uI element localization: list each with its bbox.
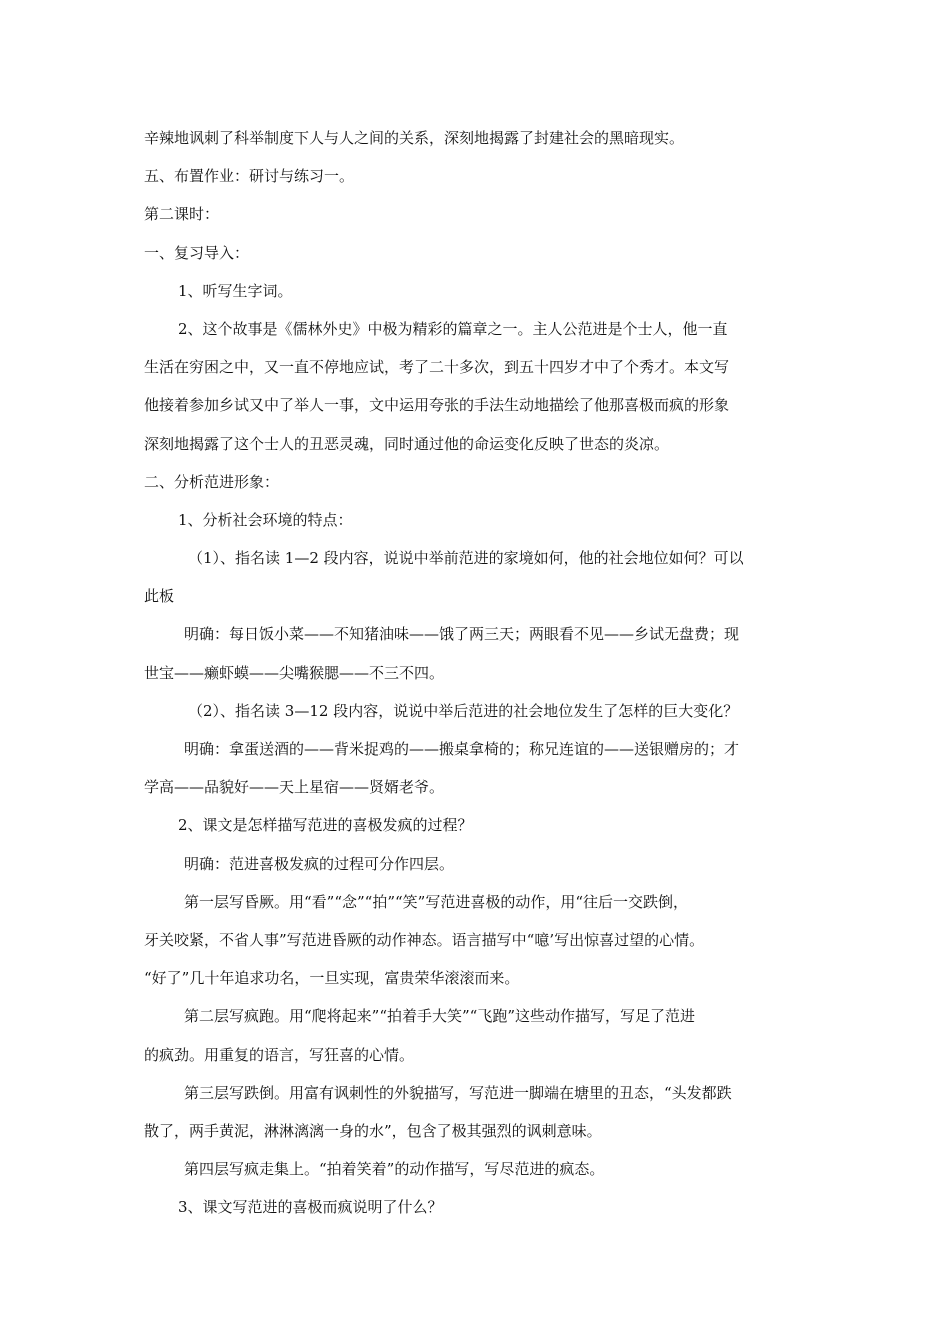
text-line: 生活在穷困之中，又一直不停地应试，考了二十多次，到五十四岁才中了个秀才。本文写 [144,358,730,377]
text-line: 明确：范进喜极发疯的过程可分作四层。 [184,854,455,873]
text-line: 1、听写生字词。 [178,281,293,300]
text-line: 他接着参加乡试又中了举人一事，文中运用夸张的手法生动地描绘了他那喜极而疯的形象 [144,396,730,415]
text-line: 学高——品貌好——天上星宿——贤婿老爷。 [144,778,445,797]
text-line: 深刻地揭露了这个士人的丑恶灵魂，同时通过他的命运变化反映了世态的炎凉。 [144,434,670,453]
text-line: 第四层写疯走集上。“拍着笑着”的动作描写，写尽范进的疯态。 [184,1160,605,1179]
text-line: 五、布置作业：研讨与练习一。 [144,167,355,186]
text-line: 明确：每日饭小菜——不知猪油味——饿了两三天；两眼看不见——乡试无盘费；现 [184,625,740,644]
text-line: 此板 [144,587,175,606]
text-line: 2、课文是怎样描写范进的喜极发疯的过程？ [178,816,473,835]
text-line: 散了，两手黄泥，淋淋漓漓一身的水”，包含了极其强烈的讽刺意味。 [144,1121,602,1140]
text-line: 辛辣地讽刺了科举制度下人与人之间的关系，深刻地揭露了封建社会的黑暗现实。 [144,129,685,147]
text-line: 的疯劲。用重复的语言，写狂喜的心情。 [144,1045,415,1064]
text-line: 世宝——癞虾蟆——尖嘴猴腮——不三不四。 [144,663,445,682]
section-heading: 第二课时： [144,205,220,224]
text-line: （2）、指名读 3—12 段内容，说说中举后范进的社会地位发生了怎样的巨大变化？ [188,701,739,720]
text-line: 明确：拿蛋送酒的——背米捉鸡的——搬桌拿椅的；称兄连谊的——送银赠房的；才 [184,740,740,758]
section-heading: 一、复习导入： [144,243,250,262]
text-line: 2、这个故事是《儒林外史》中极为精彩的篇章之一。主人公范进是个士人，他一直 [178,319,728,338]
text-line: （1）、指名读 1—2 段内容，说说中举前范进的家境如何，他的社会地位如何？可以 [188,549,744,568]
text-line: “好了”几十年追求功名，一旦实现，富贵荣华滚滚而来。 [144,969,520,988]
section-heading: 二、分析范进形象： [144,472,280,491]
document-body [144,119,812,1226]
text-line: 第二层写疯跑。用“爬将起来”“拍着手大笑”“飞跑”这些动作描写，写足了范进 [184,1007,696,1026]
text-line: 牙关咬紧，不省人事”写范进昏厥的动作神态。语言描写中“噫’写出惊喜过望的心情。 [144,930,705,949]
text-line: 3、课文写范进的喜极而疯说明了什么？ [178,1198,443,1217]
text-line: 第三层写跌倒。用富有讽刺性的外貌描写，写范进一脚端在塘里的丑态，“头发都跌 [184,1083,732,1102]
text-line: 1、分析社会环境的特点： [178,510,353,529]
text-line: 第一层写昏厥。用“看”“念”“拍”“笑”写范进喜极的动作，用“往后一交跌倒， [184,892,689,911]
